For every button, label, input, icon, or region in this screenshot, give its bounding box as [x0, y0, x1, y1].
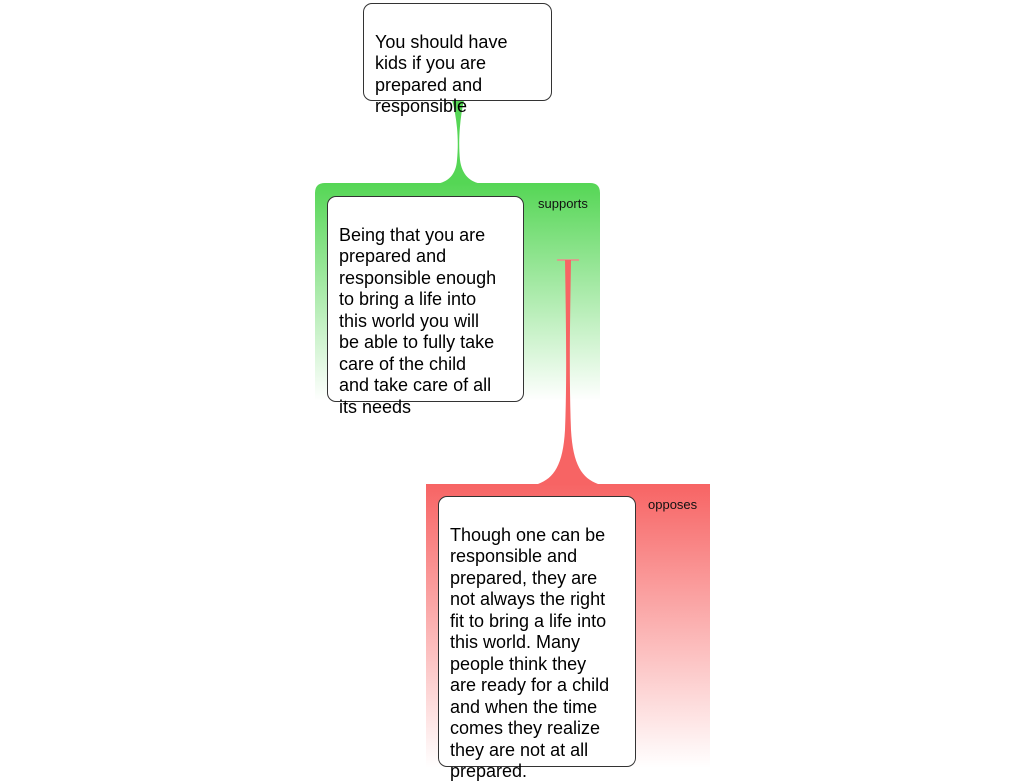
support-node[interactable] — [327, 196, 524, 417]
support-relation-label: supports — [538, 196, 588, 211]
claim-text: You should have kids if you are prepared and responsible — [375, 31, 508, 116]
claim-node[interactable] — [363, 3, 552, 116]
objection-text: Though one can be responsible and prepared, they are not always the right fit to bring a life into this world. Many people think they are ready for a child and when the time comes they realize they are not at all prepared. — [450, 524, 610, 781]
objection-node[interactable] — [438, 496, 636, 781]
support-text: Being that you are prepared and responsible enough to bring a life into this world you will be able to fully take care of the child and take care of all its needs — [339, 224, 497, 417]
objection-relation-label: opposes — [648, 497, 698, 512]
